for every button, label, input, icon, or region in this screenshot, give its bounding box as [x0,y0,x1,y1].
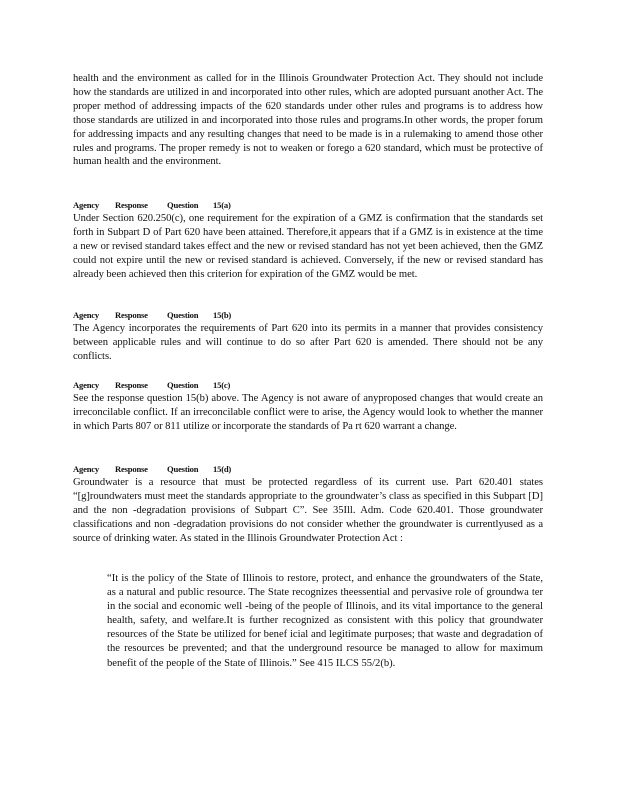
response-15b [73,310,543,364]
block-quote [107,572,543,671]
response-heading [73,310,543,321]
quote-paragraph: “It is the policy of the State of Illinois to restore, protect, and enhance the groundwaters of the State, as a natural and public resource. The State recognizes theessential and pervasive role of groundwa ter in the social and economic well -being of the people of Illinois, and its vital importance to the general health, safety, and welfare.It is further recognized as consistent with this policy that groundwater resources of the State be utilized for benef icial and legitimate purposes; that waste and degradation of the resources be prevented; and that the underground resource be managed to allow for maximum benefit of the people of the State of Illinois.” See 415 ILCS 55/2(b). [107,573,543,669]
response-15d [73,464,543,546]
response-heading [73,380,543,391]
heading-question: Question [167,380,199,390]
response-heading [73,200,543,211]
response-paragraph: Groundwater is a resource that must be protected regardless of its current use. Part 620.401 states “[g]roundwaters must meet the standards appropriate to the groundwater’s class as specified in this Subpart [D] and the non -degradation provisions of Subpart C”. See 35Ill. Adm. Code 620.401. Those groundwater classifications and non -degradation provisions do not consider whether the groundwater is currentlyused as a source of drinking water. As stated in the Illinois Groundwater Protection Act : [73,477,543,544]
heading-question: Question [167,464,199,474]
response-paragraph: The Agency incorporates the requirements of Part 620 into its permits in a manner that provides consistency between applicable rules and will continue to do so after Part 620 is amended. There should not be any conflicts. [73,323,543,362]
heading-response: Response [115,380,148,390]
heading-question: Question [167,200,199,210]
heading-agency: Agency [73,380,100,390]
heading-number: 15(b) [213,310,232,320]
heading-response: Response [115,310,148,320]
heading-number: 15(d) [213,464,232,474]
response-15a [73,200,543,282]
response-paragraph: Under Section 620.250(c), one requirement for the expiration of a GMZ is confirmation that the standards set forth in Subpart D of Part 620 have been attained. Therefore,it appears that if a GMZ is in existence at the time a new or revised standard takes effect and the new or revised standard has not yet been achieved, then the GMZ could not expire until the new or revised standard is achieved. Conversely, if the new or revised standard has already been achieved then this criterion for expiration of the GMZ would be met. [73,213,543,280]
response-paragraph: See the response question 15(b) above. The Agency is not aware of anyproposed changes that would create an irreconcilable conflict. If an irreconcilable conflict were to arise, the Agency would look to whether the manner in which Parts 807 or 811 utilize or incorporate the standards of Pa rt 620 warrant a change. [73,393,543,432]
heading-question: Question [167,310,199,320]
heading-number: 15(a) [213,200,231,210]
intro-paragraph: health and the environment as called for in the Illinois Groundwater Protection Act. They should not include how the standards are utilized in and incorporated into other rules, which are adopted pursuant another Act. The proper method of addressing impacts of the 620 standards under other rules and programs is to address how those standards are utilized in and incorporated into those rules and programs.In other words, the proper forum for addressing impacts and any resulting changes that need to be made is in a rulemaking to amend those other rules and programs. The proper remedy is not to weaken or forego a 620 standard, which must be protective of human health and the environment. [73,73,543,168]
response-heading [73,464,543,475]
heading-response: Response [115,464,148,474]
heading-number: 15(c) [213,380,231,390]
heading-agency: Agency [73,310,100,320]
heading-agency: Agency [73,200,100,210]
heading-agency: Agency [73,464,100,474]
heading-response: Response [115,200,148,210]
response-15c [73,380,543,434]
